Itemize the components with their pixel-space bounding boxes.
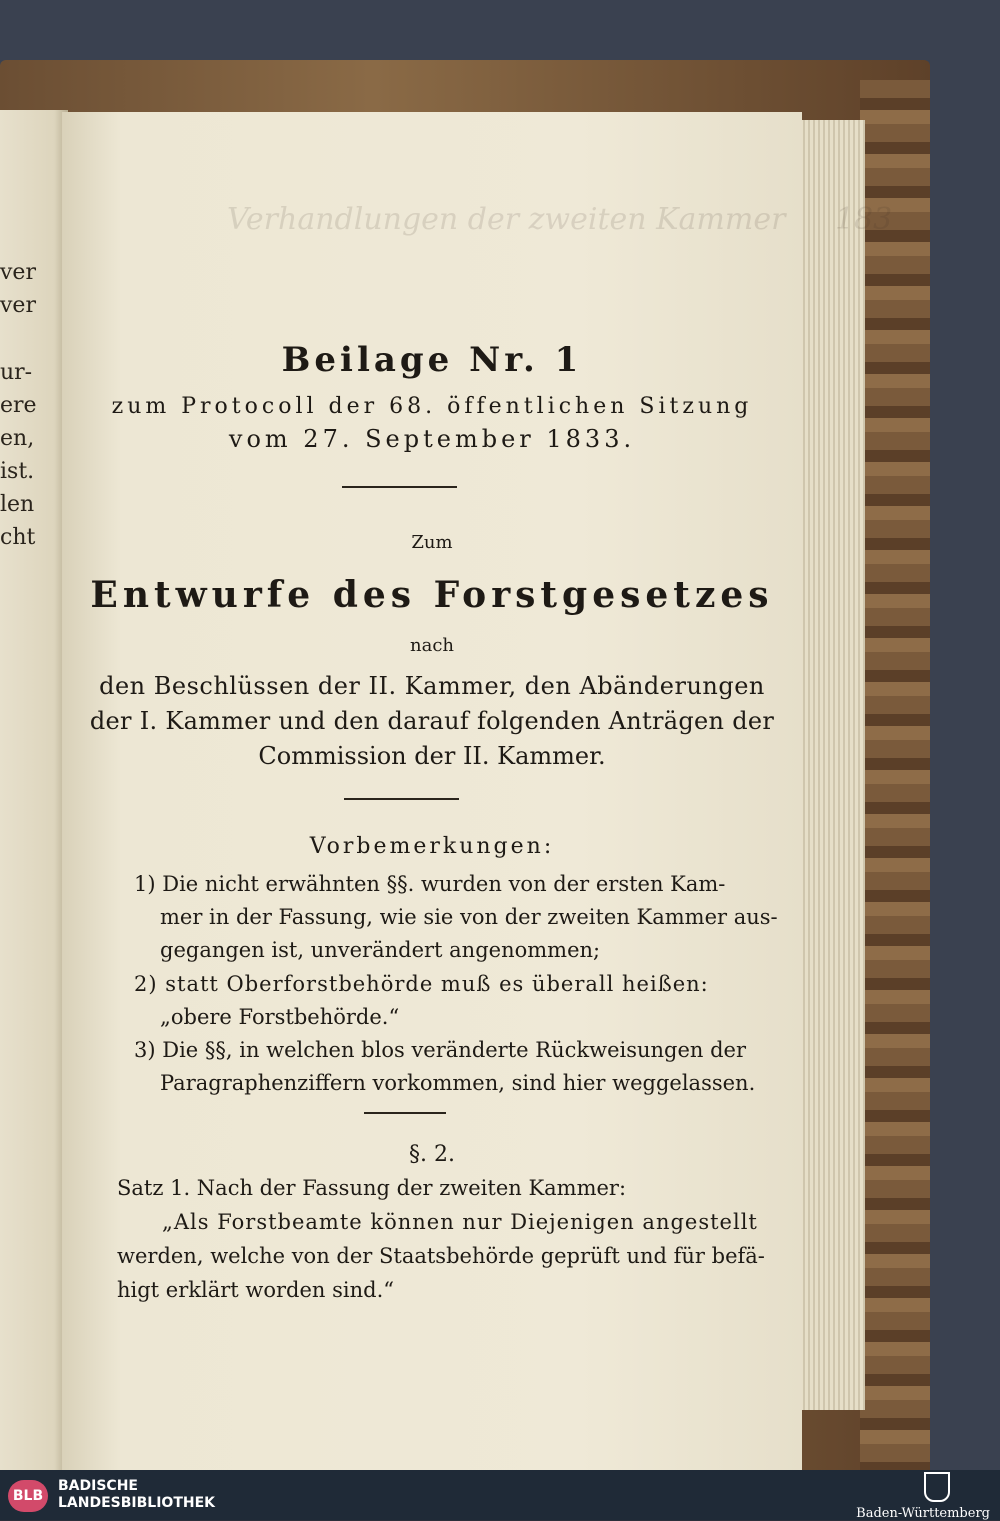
library-name-line: LANDESBIBLIOTHEK xyxy=(58,1495,216,1511)
note-3-line: 3) Die §§, in welchen blos veränderte Rückweisungen der xyxy=(134,1038,747,1062)
zum-label: Zum xyxy=(411,532,453,553)
footer-bar xyxy=(0,1470,1000,1520)
subtitle-line: vom 27. September 1833. xyxy=(228,425,636,453)
region-logo[interactable] xyxy=(850,1472,990,1521)
description-line: den Beschlüssen der II. Kammer, den Abänderungen xyxy=(99,672,765,700)
nach-label: nach xyxy=(410,635,454,656)
book-spine xyxy=(860,80,930,1470)
divider xyxy=(344,798,459,800)
page-title: Beilage Nr. 1 xyxy=(281,340,583,380)
preliminary-remarks-heading: Vorbemerkungen: xyxy=(309,834,555,859)
left-fragment: cht xyxy=(0,525,36,550)
left-fragment: len xyxy=(0,492,35,517)
note-2-line: 2) statt Oberforstbehörde muß es überall heißen: xyxy=(134,972,709,996)
left-fragment: ver xyxy=(0,260,36,285)
note-2-line: „obere Forstbehörde.“ xyxy=(160,1005,400,1029)
note-1-line: 1) Die nicht erwähnten §§. wurden von der ersten Kam- xyxy=(134,872,726,896)
library-name[interactable] xyxy=(58,1478,215,1512)
quote-line: „Als Forstbeamte können nur Diejenigen angestellt xyxy=(162,1210,758,1234)
note-3-line: Paragraphenziffern vorkommen, sind hier weggelassen. xyxy=(160,1071,756,1095)
left-fragment: ere xyxy=(0,393,37,418)
book-page xyxy=(62,112,893,1470)
quote-line: werden, welche von der Staatsbehörde geprüft und für befä- xyxy=(117,1244,765,1268)
description-line: der I. Kammer und den darauf folgenden Anträgen der xyxy=(89,707,775,735)
left-fragment: ist. xyxy=(0,459,35,484)
divider xyxy=(364,1112,446,1114)
main-heading: Entwurfe des Forstgesetzes xyxy=(90,574,774,616)
page-edges xyxy=(795,120,865,1410)
left-fragment: ver xyxy=(0,293,36,318)
quote-line: higt erklärt worden sind.“ xyxy=(117,1278,394,1302)
blb-logo[interactable]: BLB xyxy=(8,1480,48,1512)
divider xyxy=(342,486,457,488)
bleed-page-number: 183 xyxy=(834,202,893,237)
region-name: Baden-Württemberg xyxy=(856,1506,990,1521)
bleed-through-header xyxy=(227,202,892,237)
note-1-line: gegangen ist, unverändert angenommen; xyxy=(160,938,601,962)
note-1-line: mer in der Fassung, wie sie von der zweiten Kammer aus- xyxy=(160,905,778,929)
left-page xyxy=(0,110,68,1470)
description-line: Commission der II. Kammer. xyxy=(258,742,606,770)
coat-of-arms-icon xyxy=(924,1472,950,1502)
satz-line: Satz 1. Nach der Fassung der zweiten Kammer: xyxy=(117,1176,627,1200)
bleed-running-title: Verhandlungen der zweiten Kammer xyxy=(227,202,786,237)
subtitle-line: zum Protocoll der 68. öffentlichen Sitzung xyxy=(111,394,753,419)
left-fragment: ur- xyxy=(0,360,33,385)
section-number: §. 2. xyxy=(409,1142,455,1167)
left-fragment: en, xyxy=(0,426,35,451)
library-name-line: BADISCHE xyxy=(58,1478,138,1494)
